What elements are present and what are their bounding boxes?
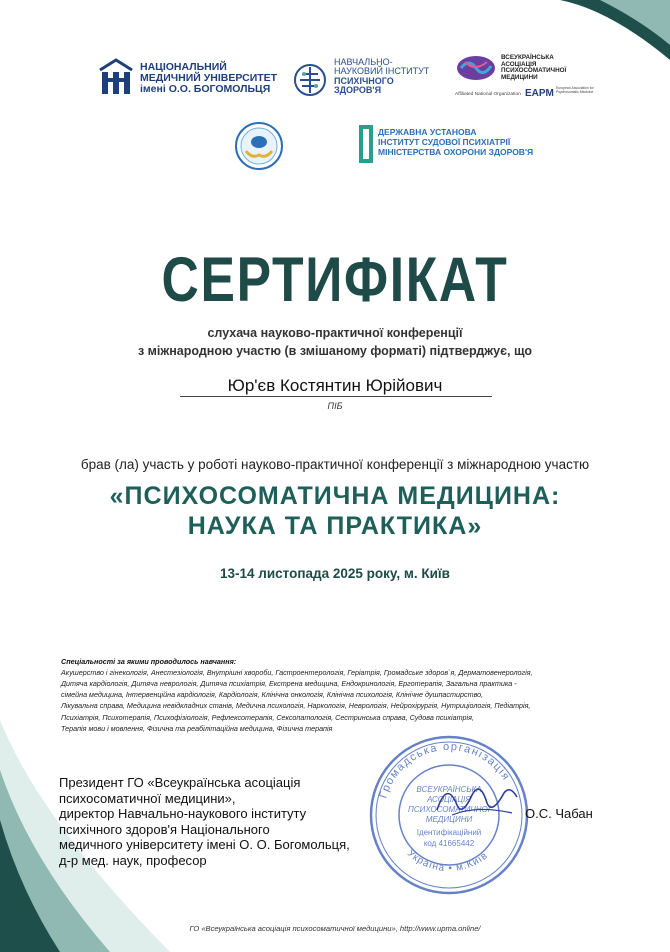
stamp-center-line: код 41665442 xyxy=(423,839,475,848)
stamp-center-line: ВСЕУКРАЇНСЬКА xyxy=(416,785,482,794)
round-hands-brain-icon xyxy=(234,121,284,171)
association-logo-line1: ВСЕУКРАЇНСЬКА xyxy=(501,54,554,61)
conference-title-line2: НАУКА ТА ПРАКТИКА» xyxy=(187,512,483,540)
specialties-line: Терапія мови і мовлення, Фізична та реабілітаційна медицина, Фізична терапія xyxy=(61,723,333,733)
name-caption: ПІБ xyxy=(327,401,343,411)
institute-logo-line4: ЗДОРОВ'Я xyxy=(334,85,382,96)
stamp-center-line: АСОЦІАЦІЯ xyxy=(427,795,471,804)
name-underline xyxy=(180,396,492,397)
eapm-sub: European Association for Psychosomatic Medicine xyxy=(556,86,594,94)
nmu-logo xyxy=(98,58,278,100)
handwritten-signature xyxy=(432,775,522,825)
specialties-line: сімейна медицина, Інтервенційна кардіологія, Кардіологія, Клінічна онкологія, Клінічна психологія, Клінічне душпастирство, xyxy=(61,690,484,700)
stamp-center-line: Ідентифікаційний xyxy=(416,828,482,837)
affiliated-label: Affiliated National Organization xyxy=(455,92,521,97)
association-logo-line2: АСОЦІАЦІЯ xyxy=(501,60,537,68)
stamp-center-line: МЕДИЦИНИ xyxy=(425,815,473,824)
specialties-line: Акушерство і гінекологія, Анестезіологія, Внутрішні хвороби, Гастроентерологія, Геріатрія, Громадське здоров`я, Дерматовенерологія, xyxy=(61,668,533,677)
participation-text: брав (ла) участь у роботі науково-практичної конференції з міжнародною участю xyxy=(80,457,590,472)
stamp-center-line: ПСИХОСОМАТИЧНОЇ xyxy=(408,805,490,814)
association-logo-line3: ПСИХОСОМАТИЧНОЇ xyxy=(501,67,567,75)
association-logo xyxy=(455,54,595,106)
forensic-institute-logo xyxy=(359,125,534,167)
forensic-institute-icon xyxy=(359,125,373,163)
institute-logo-line2: НАУКОВИЙ ІНСТИТУТ xyxy=(334,66,430,77)
stamp-ring-top: Громадська організація xyxy=(377,740,513,800)
brain-tree-icon xyxy=(292,62,328,98)
brain-icon xyxy=(455,54,497,82)
signatory-line: директор Навчально-наукового інституту xyxy=(59,806,307,822)
signatory-line: д-р мед. наук, професор xyxy=(59,852,207,868)
specialties-heading: Спеціальності за якими проводилось навчання: xyxy=(61,657,237,666)
participant-name: Юр'єв Костянтин Юрійович xyxy=(227,376,443,395)
conference-title-line1: «ПСИХОСОМАТИЧНА МЕДИЦИНА: xyxy=(109,482,561,510)
certificate-title: СЕРТИФІКАТ xyxy=(161,245,509,315)
date-place: 13-14 листопада 2025 року, м. Київ xyxy=(220,566,450,581)
forensic-logo-line3: МІНІСТЕРСТВА ОХОРОНИ ЗДОРОВ'Я xyxy=(378,147,534,158)
specialties-line: Психіатрія, Психотерапія, Психофізіологія, Рефлексотерапія, Сексопатологія, Сестринська справа, Судова психіатрія, xyxy=(61,712,474,722)
signatory-line: Президент ГО «Всеукраїнська асоціація xyxy=(59,775,301,790)
nmu-logo-line1: НАЦІОНАЛЬНИЙ xyxy=(140,61,227,73)
nmu-logo-line2: МЕДИЧНИЙ УНІВЕРСИТЕТ xyxy=(140,72,278,85)
subtitle-line1: слухача науково-практичної конференції xyxy=(207,326,463,340)
forensic-logo-line2: ІНСТИТУТ СУДОВОЇ ПСИХІАТРІЇ xyxy=(378,137,511,148)
signatory-line: медичного університету імені О. О. Богомольця, xyxy=(59,837,350,853)
signatory-line: психічного здоров'я Національного xyxy=(59,821,270,837)
signatory-line: психосоматичної медицини», xyxy=(59,790,236,806)
svg-text:Україна • м.Київ xyxy=(405,848,490,874)
institute-logo-line1: НАВЧАЛЬНО- xyxy=(334,57,393,67)
signatory-name: О.С. Чабан xyxy=(525,806,593,821)
eapm-label: EAPM xyxy=(525,88,554,99)
specialties-line: Лікувальна справа, Медицина невідкладних станів, Медична психологія, Наркологія, Неврологія, Нейрохірургія, Нутриціологія, Педіатрія, xyxy=(61,701,531,711)
institute-logo xyxy=(292,56,432,106)
nmu-emblem-icon xyxy=(98,58,134,96)
nmu-logo-line3: імені О.О. БОГОМОЛЬЦЯ xyxy=(140,83,271,96)
footer-text: ГО «Всеукраїнська асоціація психосоматичної медицини», http://www.upma.online/ xyxy=(189,924,481,933)
stamp-ring-bottom: Україна • м.Київ xyxy=(404,847,491,875)
association-logo-line4: МЕДИЦИНИ xyxy=(501,73,538,81)
institute-logo-line3: ПСИХІЧНОГО xyxy=(334,75,394,86)
forensic-logo-line1: ДЕРЖАВНА УСТАНОВА xyxy=(378,127,477,137)
subtitle-line2: з міжнародною участю (в змішаному форматі) підтверджує, що xyxy=(137,344,532,359)
specialties-line: Дитяча кардіологія, Дитяча неврологія, Дитяча психіатрія, Екстрена медицина, Ендокринологія, Ерготерапія, Загальна практика - xyxy=(61,679,517,689)
